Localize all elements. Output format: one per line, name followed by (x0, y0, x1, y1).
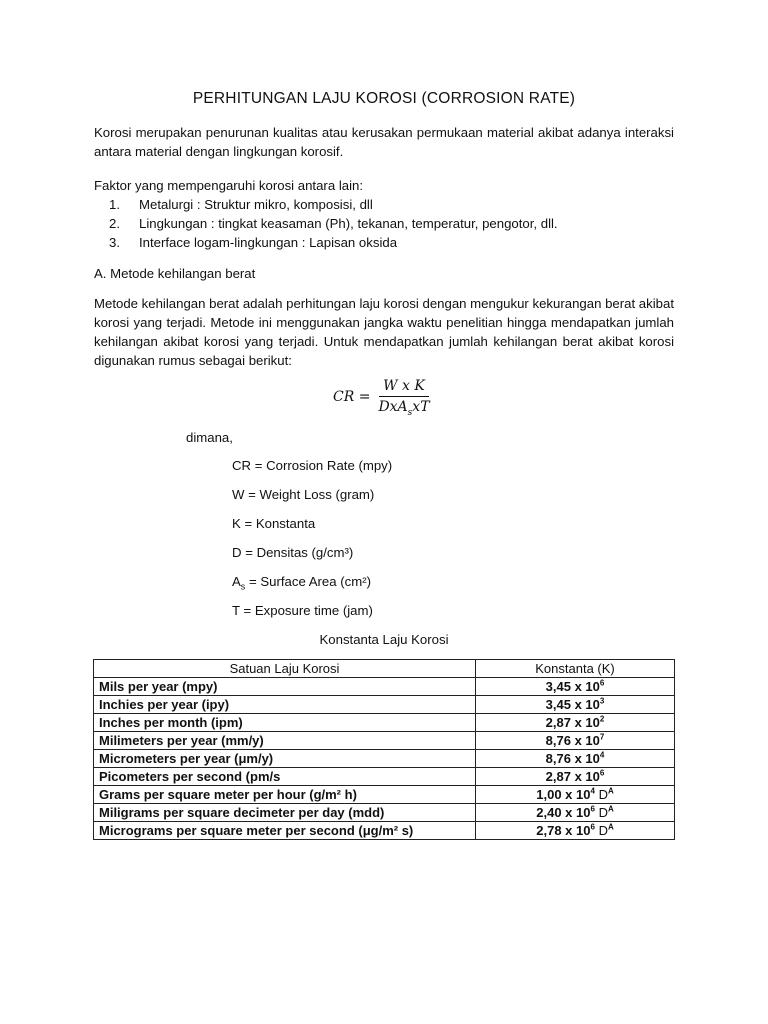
constant-cell: 8,76 x $10^4$ (476, 750, 675, 768)
definition-text: = Konstanta (244, 516, 316, 531)
definition-item (232, 516, 392, 545)
unit-cell: Grams per square meter per hour (g/m² h) (94, 786, 476, 804)
table-row (94, 678, 675, 696)
table-row (94, 804, 675, 822)
method-paragraph: Metode kehilangan berat adalah perhitungan laju korosi dengan mengukur kekurangan berat akibat korosi yang terjadi. Metode ini menggunakan jangka waktu penelitian hingga mendapatkan jumlah kehilangan akibat korosi yang terjadi. Untuk mendapatkan jumlah kehilangan berat akibat korosi digunakan rumus sebagai berikut: (94, 296, 674, 368)
constant-cell: 2,78 x $10^6$ $D^A$ (476, 822, 675, 840)
definition-symbol: T (232, 603, 240, 618)
list-item (94, 214, 558, 233)
formula-fraction (378, 378, 430, 418)
corrosion-rate-formula (333, 378, 430, 418)
factors-list (94, 195, 558, 252)
definition-item (232, 574, 392, 603)
unit-cell: Inchies per year (ipy) (94, 696, 476, 714)
constant-cell: 3,45 x $10^3$ (476, 696, 675, 714)
intro-paragraph: Korosi merupakan penurunan kualitas atau kerusakan permukaan material akibat adanya interaksi antara material dengan lingkungan korosif. (94, 125, 674, 159)
unit-cell: Inches per month (ipm) (94, 714, 476, 732)
definition-subscript: s (240, 581, 246, 592)
definitions-list (232, 458, 392, 632)
page-title: PERHITUNGAN LAJU KOROSI (CORROSION RATE) (192, 90, 576, 107)
table-row (94, 822, 675, 840)
list-item-number: 1. (109, 197, 120, 212)
unit-cell: Micrometers per year (μm/y) (94, 750, 476, 768)
list-item-text: Interface logam-lingkungan : Lapisan oksida (139, 235, 398, 250)
definition-symbol: W (232, 487, 245, 502)
definition-text: = Densitas (g/cm³) (245, 545, 354, 560)
unit-cell: Micrograms per square meter per second (μg/m² s) (94, 822, 476, 840)
formula-lhs: CR = (333, 388, 371, 405)
unit-cell: Picometers per second (pm/s (94, 768, 476, 786)
constants-table (93, 659, 675, 840)
list-item (94, 233, 558, 252)
table-row (94, 750, 675, 768)
constant-cell: 2,87 x $10^2$ (476, 714, 675, 732)
table-row (94, 786, 675, 804)
list-item-text: Metalurgi : Struktur mikro, komposisi, dll (139, 197, 373, 212)
list-item-number: 2. (109, 216, 120, 231)
definition-text: = Corrosion Rate (mpy) (254, 458, 393, 473)
unit-cell: Miligrams per square decimeter per day (mdd) (94, 804, 476, 822)
list-item-text: Lingkungan : tingkat keasaman (Ph), tekanan, temperatur, pengotor, dll. (139, 216, 558, 231)
factors-lead: Faktor yang mempengaruhi korosi antara lain: (94, 178, 364, 193)
section-heading: A. Metode kehilangan berat (94, 266, 256, 281)
definition-item (232, 603, 392, 632)
constant-cell: 2,87 x $10^6$ (476, 768, 675, 786)
constant-cell: 8,76 x $10^7$ (476, 732, 675, 750)
definition-text: = Surface Area (cm²) (248, 574, 371, 589)
table-row (94, 732, 675, 750)
table-header-row (94, 660, 675, 678)
definition-symbol: A (232, 574, 241, 589)
unit-cell: Milimeters per year (mm/y) (94, 732, 476, 750)
table-title: Konstanta Laju Korosi (319, 632, 449, 647)
table-row (94, 696, 675, 714)
formula-numerator: W x K (379, 378, 429, 397)
list-item-number: 3. (109, 235, 120, 250)
definition-symbol: CR (232, 458, 252, 473)
where-label: dimana, (186, 430, 233, 445)
constant-cell: 2,40 x $10^6$ $D^A$ (476, 804, 675, 822)
list-item (94, 195, 558, 214)
definition-text: = Exposure time (jam) (243, 603, 373, 618)
formula-denominator: DxA$_s$xT (378, 399, 430, 418)
definition-item (232, 487, 392, 516)
definition-text: = Weight Loss (gram) (248, 487, 375, 502)
definition-item (232, 458, 392, 487)
unit-cell: Mils per year (mpy) (94, 678, 476, 696)
constant-cell: 3,45 x $10^6$ (476, 678, 675, 696)
definition-item (232, 545, 392, 574)
definition-symbol: K (232, 516, 241, 531)
table-row (94, 768, 675, 786)
definition-symbol: D (232, 545, 242, 560)
table-header-constant: Konstanta (K) (476, 660, 675, 678)
table-row (94, 714, 675, 732)
constant-cell: 1,00 x $10^4$ $D^A$ (476, 786, 675, 804)
table-header-unit: Satuan Laju Korosi (94, 660, 476, 678)
